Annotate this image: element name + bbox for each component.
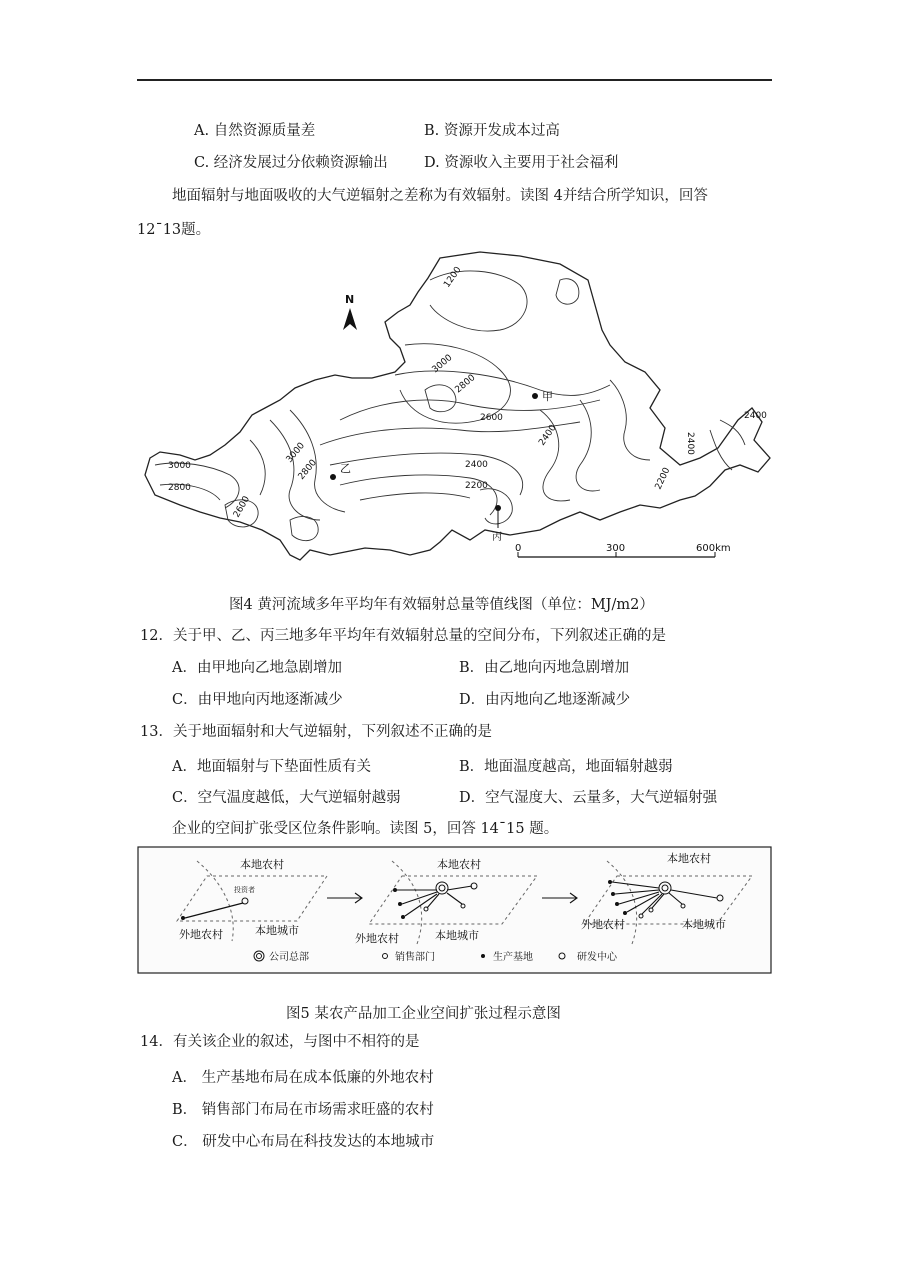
- svg-text:投资者: 投资者: [234, 886, 255, 894]
- svg-text:外地农村: 外地农村: [581, 918, 625, 931]
- svg-text:研发中心: 研发中心: [577, 952, 617, 963]
- svg-text:本地农村: 本地农村: [667, 852, 711, 865]
- intro-paragraph-line1: 地面辐射与地面吸收的大气逆辐射之差称为有效辐射。读图 4并结合所学知识，回答: [172, 188, 708, 204]
- svg-text:本地农村: 本地农村: [240, 858, 284, 871]
- contour-label: 2800: [453, 372, 478, 396]
- svg-text:销售部门: 销售部门: [395, 952, 435, 963]
- contour-label: 2800: [168, 483, 191, 493]
- place-jia-dot: [532, 393, 538, 399]
- contour-label: 2600: [480, 413, 503, 423]
- svg-text:N: N: [345, 293, 355, 306]
- contour-label: 3000: [284, 440, 308, 465]
- q13-option-d: D．空气湿度大、云量多，大气逆辐射强: [459, 790, 718, 806]
- contour-label: 2200: [653, 466, 673, 492]
- q14-option-c: C． 研发中心布局在科技发达的本地城市: [172, 1134, 435, 1150]
- svg-text:300: 300: [606, 543, 626, 554]
- q14-option-b: B． 销售部门布局在市场需求旺盛的农村: [172, 1102, 434, 1118]
- prev-option-c: C. 经济发展过分依赖资源输出: [194, 155, 388, 171]
- contour-label: 3000: [430, 352, 455, 376]
- q14-option-a: A． 生产基地布局在成本低廉的外地农村: [172, 1070, 434, 1086]
- contour-label: 2800: [296, 457, 320, 482]
- yellow-river-isoline-map: [140, 250, 780, 580]
- q13-option-b: B．地面温度越高，地面辐射越弱: [459, 759, 673, 775]
- svg-text:本地城市: 本地城市: [435, 929, 479, 942]
- svg-text:本地城市: 本地城市: [255, 924, 299, 937]
- contour-label: 2400: [685, 432, 695, 455]
- q13-option-c: C．空气温度越低，大气逆辐射越弱: [172, 790, 401, 806]
- figure4-caption: 图4 黄河流域多年平均年有效辐射总量等值线图（单位：MJ/m2）: [229, 597, 654, 613]
- intro-paragraph-line2: 12¯13题。: [137, 222, 211, 238]
- q12-option-c: C．由甲地向丙地逐渐减少: [172, 692, 343, 708]
- contour-label: 2400: [465, 460, 488, 470]
- svg-text:本地农村: 本地农村: [437, 858, 481, 871]
- q12-stem: 12．关于甲、乙、丙三地多年平均年有效辐射总量的空间分布，下列叙述正确的是: [140, 628, 666, 644]
- enterprise-expansion-diagram: [137, 846, 772, 974]
- figure5-caption: 图5 某农产品加工企业空间扩张过程示意图: [286, 1006, 561, 1022]
- header-rule: [137, 79, 772, 81]
- place-bing-label: 丙: [492, 532, 502, 543]
- q12-option-a: A．由甲地向乙地急剧增加: [172, 660, 342, 676]
- svg-text:本地城市: 本地城市: [682, 918, 726, 931]
- svg-text:0: 0: [515, 543, 522, 554]
- svg-text:外地农村: 外地农村: [179, 928, 223, 941]
- north-arrow-icon: [343, 293, 357, 330]
- contour-label: 1200: [442, 265, 464, 290]
- q12-option-b: B．由乙地向丙地急剧增加: [459, 660, 630, 676]
- q12-option-d: D．由丙地向乙地逐渐减少: [459, 692, 631, 708]
- place-yi-dot: [330, 474, 336, 480]
- place-jia-label: 甲: [542, 390, 553, 403]
- prev-option-b: B. 资源开发成本过高: [424, 123, 560, 139]
- prev-option-d: D. 资源收入主要用于社会福利: [424, 155, 619, 171]
- contour-label: 3000: [168, 461, 191, 471]
- svg-text:外地农村: 外地农村: [355, 932, 399, 945]
- svg-text:生产基地: 生产基地: [493, 952, 533, 963]
- svg-text:公司总部: 公司总部: [269, 952, 309, 963]
- place-yi-label: 乙: [340, 462, 351, 475]
- q13-stem: 13．关于地面辐射和大气逆辐射，下列叙述不正确的是: [140, 724, 492, 740]
- contour-label: 2400: [744, 411, 767, 421]
- contour-label: 2600: [231, 494, 253, 520]
- contour-label: 2400: [537, 423, 559, 448]
- q13-option-a: A．地面辐射与下垫面性质有关: [172, 759, 371, 775]
- prev-option-a: A. 自然资源质量差: [194, 123, 316, 139]
- intro-paragraph-2: 企业的空间扩张受区位条件影响。读图 5，回答 14¯15 题。: [172, 821, 559, 837]
- scale-bar: [515, 543, 731, 557]
- contour-label: 2200: [465, 481, 488, 491]
- q14-stem: 14．有关该企业的叙述，与图中不相符的是: [140, 1034, 420, 1050]
- svg-text:600km: 600km: [696, 543, 731, 554]
